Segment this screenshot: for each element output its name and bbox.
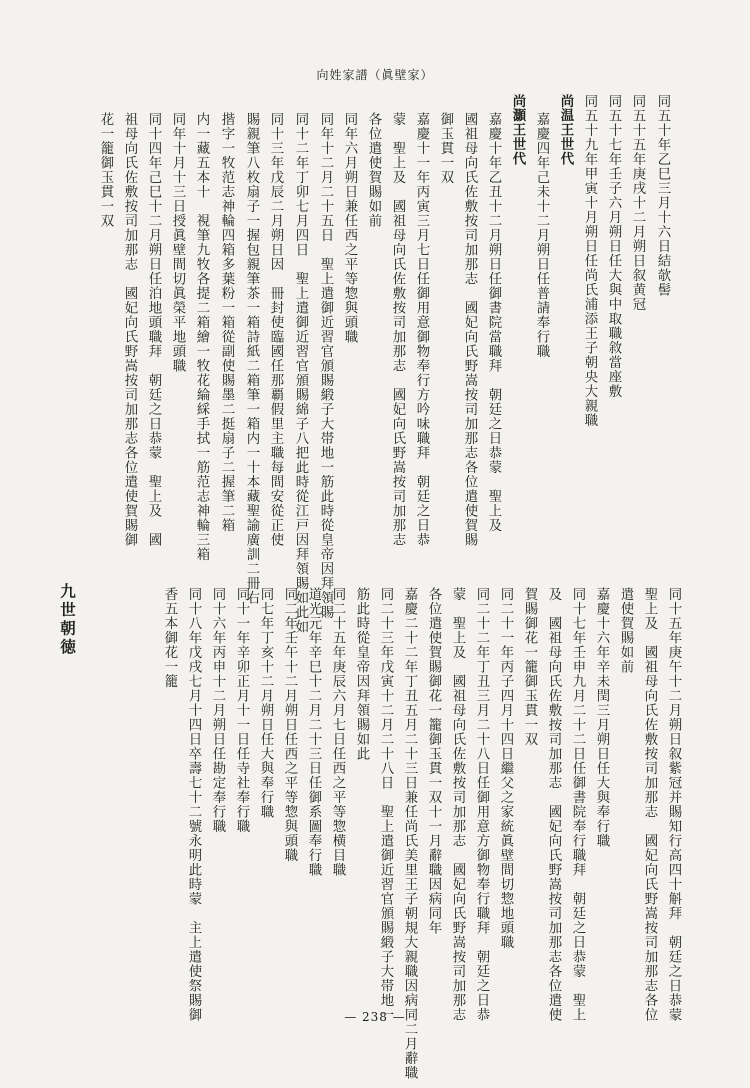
text-column: 同年十月十三日授眞壁間切眞榮平地頭職 <box>170 112 185 373</box>
text-column: 同十七年壬申九月二十二日任御書院奉行職拜 朝廷之日恭蒙 聖上 <box>570 587 585 1022</box>
text-column: 各位遣使賀賜如前 <box>366 112 381 228</box>
text-column: 花一籠御玉貫一双 <box>98 112 113 228</box>
text-column: 聖上及 國祖母向氏佐敷按司加那志 國妃向氏野嵩按司加那志各位 <box>642 587 657 1022</box>
page-number: — 238 — <box>344 1010 406 1024</box>
text-column: 同十三年戊辰二月朔日因 冊封使臨國任那覇假里主職每間安從正使 <box>268 112 283 547</box>
reign-heading: 尚温王世代 <box>558 94 574 166</box>
text-column: 嘉慶二十二年丁丑五月二十三日兼任尚氏美里王子朝規大親職因病同二月辭職 <box>402 587 417 1080</box>
generation-heading: 九世朝徳 <box>58 583 77 657</box>
text-column: 同二十二年丁丑三月二十八日任御用意方御物奉行職拜 朝廷之日恭 <box>474 587 489 1022</box>
text-column: 同二十一年丙子四月十四日繼父之家統眞壁間切惣地頭職 <box>498 587 513 950</box>
page-header-title: 向姓家譜（眞壁家） <box>316 68 434 82</box>
text-column: 筋此時從皇帝因拜領賜如此 <box>354 587 369 761</box>
text-column: 同二十五年庚辰六月七日任西之平等惣横目職 <box>330 587 345 877</box>
text-column: 同十八年戊戌七月十四日卒壽七十二號永明此時蒙 主上遣使祭賜御 <box>186 587 201 1022</box>
text-column: 國祖母向氏佐敷按司加那志 國妃向氏野嵩按司加那志各位遣使賀賜 <box>462 112 477 547</box>
text-column: 蒙 聖上及 國祖母向氏佐敷按司加那志 國妃向氏野嵩按司加那志 <box>450 587 465 1022</box>
text-column: 内一藏五本十 視筆九牧各提二箱繪一牧花綸綵手拭一筋范志神輪三箱 <box>194 112 209 562</box>
text-column: 賀賜御花一籠御玉貫一双 <box>522 587 537 747</box>
text-column: 同十六年丙申十二月朔日任勘定奉行職 <box>210 587 225 834</box>
text-column: 同七年丁亥十二月朔日任大與奉行職 <box>258 587 273 819</box>
text-column: 各位遣使賀賜御花一籠御玉貫一双十一月辭職因病同年 <box>426 587 441 935</box>
text-column: 同五十七年壬子六月朔日任大與中取職敘當座敷 <box>606 94 621 399</box>
text-column: 蒙 聖上及 國祖母向氏佐敷按司加那志 國妃向氏野嵩按司加那志 <box>390 112 405 547</box>
text-column: 嘉慶十一年丙寅三月七日任御用意御物奉行方吟味職拜 朝廷之日恭 <box>414 112 429 547</box>
text-column: 同五十年乙巳三月十六日結欹髻 <box>655 94 670 297</box>
text-column: 嘉慶十年乙丑十二月朔日任御書院當職拜 朝廷之日恭蒙 聖上及 <box>486 112 501 533</box>
text-column: 香五本御花一籠 <box>162 587 177 689</box>
text-column: 賜親筆八枚扇子一握包親筆茶一箱詩紙二箱筆一箱内一十本藏聖諭廣訓二冊右 <box>244 112 259 605</box>
text-column: 揩字一牧范志神輪四箱多葉粉一箱從副使賜墨二挺扇子二握筆二箱 <box>219 112 234 533</box>
text-column: 同十五年庚午十二月朔日叙紫冠并賜知行高四十斛拜 朝廷之日恭蒙 <box>666 587 681 1022</box>
text-column: 同十四年己巳十二月朔日任泊地頭職拜 朝廷之日恭蒙 聖上及 國 <box>146 112 161 547</box>
text-column: 同五十五年庚戌十二月朔日叙黄冠 <box>630 94 645 312</box>
text-column: 同年六月朔日兼任西之平等惣與頭職 <box>342 112 357 344</box>
text-column: 同十二年丁卯七月四日 聖上遣御近習官頒賜綿子八把此時從江戸因拜領賜如此如 <box>293 112 308 634</box>
text-column: 道光元年辛巳十二月二十三日任御系圖奉行職 <box>306 587 321 877</box>
text-column: 祖母向氏佐敷按司加那志 國妃向氏野嵩按司加那志各位遣使賀賜御 <box>122 112 137 547</box>
text-column: 同年十二月二十五日 聖上遣御近習官頒賜緞子大帯地一筋此時從皇帝因拜領賜 <box>318 112 333 620</box>
text-column: 及 國祖母向氏佐敷按司加那志 國妃向氏野嵩按司加那志各位遣使 <box>546 587 561 1022</box>
text-column: 嘉慶四年己未十二月朔日任普請奉行職 <box>534 112 549 359</box>
text-column: 遣使賀賜如前 <box>618 587 633 674</box>
text-column: 同五十九年甲寅十月朔日任尚氏浦添王子朝央大親職 <box>582 94 597 428</box>
text-column: 嘉慶十六年辛未閏三月朔日任大與奉行職 <box>594 587 609 848</box>
text-column: 同十一年辛卯正月十一日任寺社奉行職 <box>234 587 249 834</box>
text-column: 同二年壬午十二月朔日任西之平等惣與頭職 <box>282 587 297 863</box>
text-column: 同二十三年戊寅十二月二十八日 聖上遣御近習官頒賜緞子大帯地一 <box>378 587 393 1022</box>
text-column: 御玉貫一双 <box>438 112 453 185</box>
reign-heading: 尚灝王世代 <box>510 94 526 166</box>
